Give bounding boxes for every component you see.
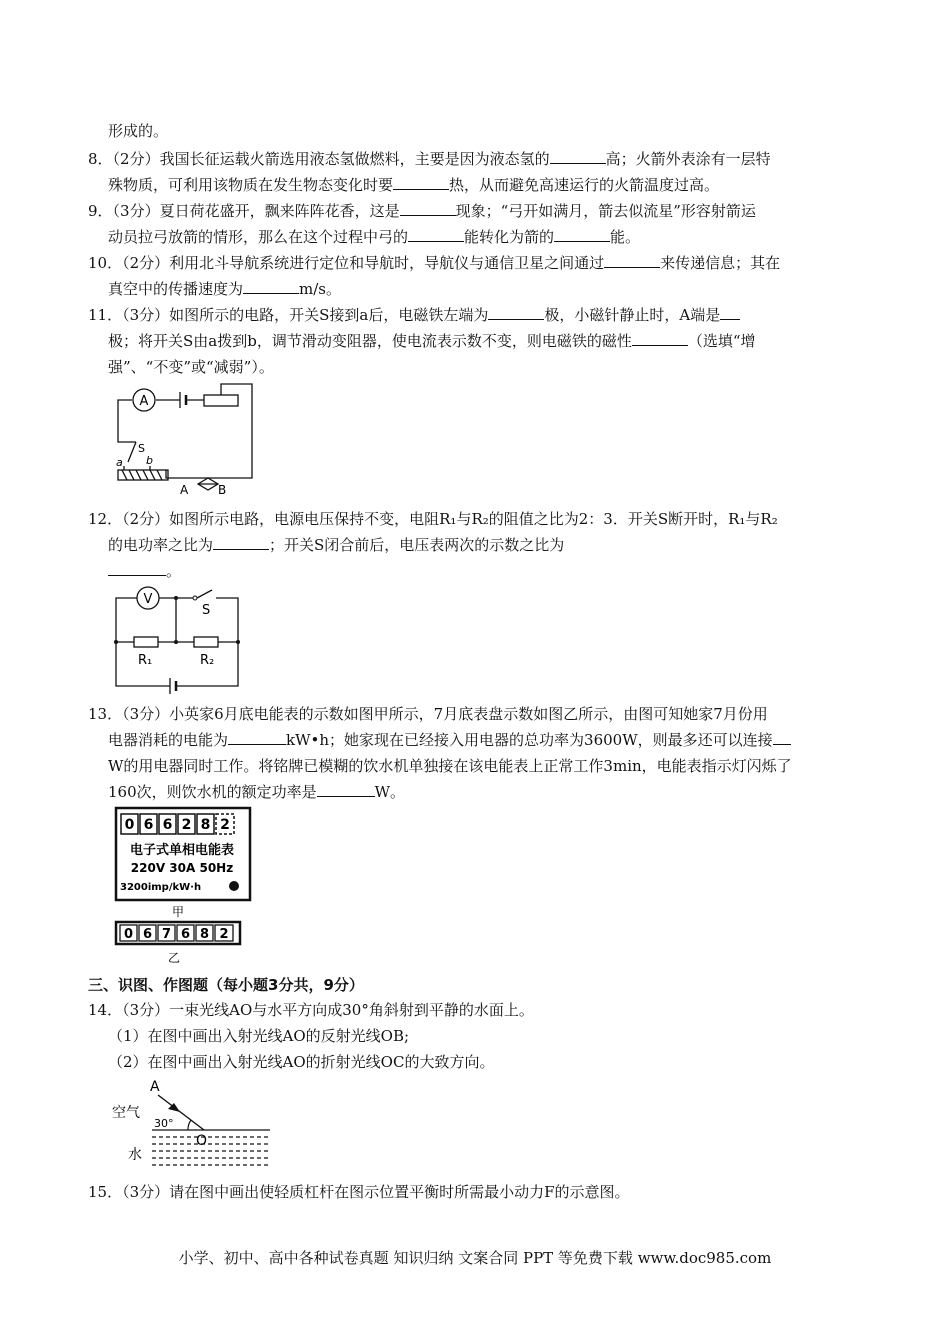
terminal-b-label: b — [146, 454, 153, 467]
q12-blank2[interactable] — [108, 561, 166, 576]
q11-text: 11．（3分）如图所示的电路，开关S接到a后，电磁铁左端为 — [88, 306, 489, 324]
terminal-a-label: a — [116, 456, 123, 469]
meter2-digit: 6 — [142, 927, 153, 942]
meter1-digit: 2 — [220, 817, 230, 833]
q13-blank3[interactable] — [317, 782, 375, 797]
q10-line2 — [108, 279, 341, 299]
footer-text: 小学、初中、高中各种试卷真题 知识归纳 文案合同 PPT 等免费下载 www.doc985.com — [178, 1249, 772, 1267]
q8-text: 热，从而避免高速运行的火箭温度过高。 — [449, 176, 720, 194]
q14-line1: 14．（3分）一束光线AO与水平方向成30°角斜射到平静的水面上。 — [88, 1001, 534, 1019]
q12-blank1[interactable] — [213, 535, 269, 550]
q14-line2: （1）在图中画出入射光线AO的反射光线OB; — [108, 1027, 410, 1045]
q12-circuit-figure — [112, 586, 272, 694]
air-label: 空气 — [112, 1105, 140, 1121]
q11-blank2[interactable] — [720, 305, 740, 320]
q9-text: 现象；“弓开如满月，箭去似流星”形容射箭运 — [455, 202, 756, 220]
section3-title: 三、识图、作图题（每小题3分共，9分） — [88, 976, 364, 994]
meter-label-yi: 乙 — [167, 951, 181, 965]
q14-line3: （2）在图中画出入射光线AO的折射光线OC的大致方向。 — [108, 1053, 495, 1071]
ammeter-label: A — [139, 394, 149, 409]
q8-blank1[interactable] — [550, 149, 606, 164]
q13-line3: W的用电器同时工作。将铭牌已模糊的饮水机单独接在该电能表上正常工作3min，电能表指示灯闪烁了 — [108, 757, 792, 775]
water-label: 水 — [128, 1147, 142, 1163]
q11-text: 极；将开关S由a拨到b，调节滑动变阻器，使电流表示数不变，则电磁铁的磁性 — [108, 332, 632, 350]
q8-text: 殊物质，可利用该物质在发生物态变化时要 — [108, 176, 394, 194]
q12-text: 的电功率之比为 — [108, 536, 214, 554]
q9-line1 — [88, 201, 756, 221]
q11-blank1[interactable] — [488, 305, 544, 320]
q13-text: kW•h；她家现在已经接入用电器的总功率为3600W，则最多还可以连接 — [286, 731, 773, 749]
q8-line1 — [88, 149, 771, 169]
angle-label: 30° — [154, 1117, 174, 1130]
meter2-digit: 7 — [161, 927, 172, 942]
meter2-digit: 0 — [123, 927, 134, 942]
q10-blank2[interactable] — [243, 279, 299, 294]
q15-line1: 15．（3分）请在图中画出使轻质杠杆在图示位置平衡时所需最小动力F的示意图。 — [88, 1183, 630, 1201]
q13-blank2[interactable] — [773, 730, 791, 745]
q13-text: W。 — [374, 783, 406, 801]
meter1-digit: 0 — [124, 817, 135, 833]
q12-text: 。 — [166, 562, 182, 580]
q13-line2 — [108, 730, 791, 750]
q10-blank1[interactable] — [604, 253, 660, 268]
q13-line1: 13．（3分）小英家6月底电能表的示数如图甲所示，7月底表盘示数如图乙所示，由图可知她家7月份用 — [88, 705, 768, 723]
q14-light-figure — [112, 1075, 272, 1175]
meter-led-icon — [229, 881, 239, 891]
q12-line3 — [108, 561, 181, 581]
point-o-label: O — [196, 1133, 208, 1149]
meter2-digit: 8 — [199, 927, 210, 942]
switch-label: S — [138, 442, 145, 455]
q10-line1 — [88, 253, 780, 273]
q9-text: 动员拉弓放箭的情形，那么在这个过程中弓的 — [108, 228, 409, 246]
meter1-digit: 6 — [143, 817, 154, 833]
q13-line4 — [108, 782, 405, 802]
r2-label: R₂ — [200, 653, 215, 668]
q13-blank1[interactable] — [228, 730, 286, 745]
meter2-digit: 6 — [180, 927, 191, 942]
voltmeter-label: V — [143, 592, 153, 607]
meter1-digit: 2 — [181, 817, 192, 833]
q11-blank3[interactable] — [632, 331, 688, 346]
q13-text: 160次，则饮水机的额定功率是 — [108, 783, 317, 801]
q10-text: 真空中的传播速度为 — [108, 280, 244, 298]
q10-text: m/s。 — [299, 280, 341, 298]
meter1-digit: 8 — [200, 817, 211, 833]
meter1-digit: 6 — [162, 817, 173, 833]
q12-line1: 12．（2分）如图所示电路，电源电压保持不变，电阻R₁与R₂的阻值之比为2：3．开关S断开时，R₁与R₂ — [88, 510, 778, 528]
point-a-label: A — [150, 1079, 160, 1095]
q7-tail: 形成的。 — [108, 122, 169, 140]
q9-text: 9．（3分）夏日荷花盛开，飘来阵阵花香，这是 — [88, 202, 400, 220]
switch-label: S — [202, 603, 211, 618]
q10-text: 10．（2分）利用北斗导航系统进行定位和导航时，导航仪与通信卫星之间通过 — [88, 254, 605, 272]
pole-a-label: A — [180, 483, 189, 497]
q8-blank2[interactable] — [393, 175, 449, 190]
q9-text: 能。 — [610, 228, 641, 246]
q11-text: 极，小磁针静止时，A端是 — [544, 306, 721, 324]
q12-text: ；开关S闭合前后，电压表两次的示数之比为 — [269, 536, 565, 554]
pole-b-label: B — [218, 483, 227, 497]
q11-line1 — [88, 305, 740, 325]
meter-label-jia: 甲 — [171, 905, 185, 919]
meter2-digit: 2 — [219, 927, 229, 942]
q9-blank2[interactable] — [408, 227, 464, 242]
q11-circuit-figure — [108, 380, 268, 500]
q10-text: 来传递信息；其在 — [660, 254, 781, 272]
q12-line2 — [108, 535, 564, 555]
q9-line2 — [108, 227, 640, 247]
meter-title: 电子式单相电能表 — [129, 843, 235, 858]
q8-line2 — [108, 175, 719, 195]
r1-label: R₁ — [138, 653, 153, 668]
meter-imp: 3200imp/kW·h — [120, 882, 202, 893]
q9-blank1[interactable] — [400, 201, 456, 216]
q11-text: （选填“增 — [687, 332, 756, 350]
meter-spec: 220V 30A 50Hz — [130, 861, 234, 875]
q9-blank3[interactable] — [554, 227, 610, 242]
q11-line2 — [108, 331, 756, 351]
q13-text: 电器消耗的电能为 — [108, 731, 229, 749]
q13-meter-figure — [114, 806, 254, 966]
q8-text: 高；火箭外表涂有一层特 — [605, 150, 771, 168]
q11-line3: 强”、“不变”或“减弱”）。 — [108, 358, 274, 376]
q9-text: 能转化为箭的 — [464, 228, 555, 246]
q8-text: 8．（2分）我国长征运载火箭选用液态氢做燃料，主要是因为液态氢的 — [88, 150, 550, 168]
